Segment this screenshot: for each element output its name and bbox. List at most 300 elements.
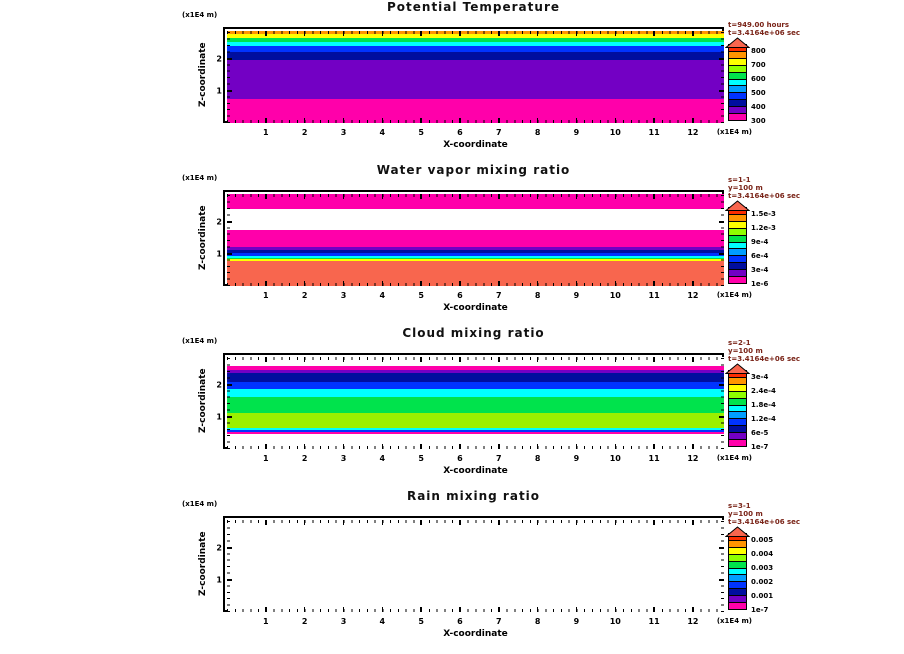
x-major-tick-bottom: [382, 444, 384, 449]
x-major-tick-top: [265, 31, 267, 36]
x-major-tick-bottom: [420, 281, 422, 286]
x-tick-label: 8: [534, 128, 541, 137]
y-axis-label: Z-coordinate: [198, 368, 208, 434]
x-major-tick-bottom: [265, 607, 267, 612]
y-tick-label: 2: [216, 380, 222, 390]
x-major-tick-bottom: [343, 607, 345, 612]
colorbar-band-2: [729, 221, 746, 228]
colorbar-band-4: [729, 398, 746, 405]
x-major-tick-top: [498, 520, 500, 525]
colorbar-label: 2.4e-4: [751, 386, 776, 395]
y-axis-unit: (x1E4 m): [182, 337, 218, 345]
colorbar-label: 600: [751, 74, 766, 83]
y-axis-label: Z-coordinate: [198, 42, 208, 108]
x-tick-label: 6: [457, 617, 463, 626]
y-axis-label: Z-coordinate: [198, 531, 208, 597]
plot-annotation-line: t=3.4164e+06 sec: [728, 518, 801, 526]
panel-title: Potential Temperature: [386, 0, 560, 14]
colorbar-band-9: [729, 432, 746, 439]
x-major-tick-bottom: [498, 444, 500, 449]
colorbar: [728, 207, 747, 284]
colorbar-label: 1.5e-3: [751, 209, 776, 218]
x-major-tick-bottom: [537, 607, 539, 612]
x-major-tick-top: [615, 31, 617, 36]
y-minor-ticks-right: [721, 357, 724, 449]
plot-inner: [216, 31, 752, 150]
x-tick-label: 12: [687, 617, 699, 626]
panel-title: Water vapor mixing ratio: [376, 163, 571, 177]
contour-layers: [227, 194, 724, 286]
colorbar-band-9: [729, 595, 746, 602]
x-major-tick-top: [382, 357, 384, 362]
contour-band-3: [227, 373, 724, 382]
panel-rain-mixing-ratio: [0, 489, 904, 652]
x-major-tick-bottom: [653, 281, 655, 286]
x-axis-label: X-coordinate: [443, 303, 508, 313]
colorbar-label: 1.8e-4: [751, 400, 776, 409]
colorbar: [728, 44, 747, 121]
panel-water-vapor-mixing-ratio: [0, 163, 904, 326]
x-tick-label: 3: [340, 454, 347, 463]
plot-annotation-line: t=3.4164e+06 sec: [728, 29, 801, 37]
colorbar-band-2: [729, 547, 746, 554]
x-minor-ticks-top: [227, 194, 724, 197]
y-tick-label: 2: [216, 54, 222, 64]
plot-annotation-line: t=949.00 hours: [728, 21, 790, 29]
colorbar-band-7: [729, 418, 746, 425]
y-minor-ticks-left: [227, 194, 230, 286]
colorbar-label: 1e-7: [751, 443, 769, 451]
x-tick-label: 11: [648, 128, 660, 137]
x-axis-label: X-coordinate: [443, 629, 508, 639]
colorbar: [728, 370, 747, 447]
x-major-tick-top: [692, 520, 694, 525]
x-major-tick-top: [615, 357, 617, 362]
plot-annotation-line: s=1-1: [728, 176, 751, 184]
x-minor-ticks-bottom: [227, 446, 724, 449]
x-tick-label: 7: [496, 128, 502, 137]
x-tick-label: 5: [418, 128, 424, 137]
x-tick-label: 2: [301, 291, 308, 300]
x-major-tick-bottom: [420, 607, 422, 612]
x-tick-label: 10: [609, 454, 621, 463]
x-major-tick-bottom: [498, 281, 500, 286]
contour-layers: [227, 357, 724, 449]
x-major-tick-top: [576, 357, 578, 362]
colorbar: [728, 533, 747, 610]
x-tick-label: 12: [687, 454, 699, 463]
x-major-tick-top: [692, 357, 694, 362]
colorbar-label: 9e-4: [751, 237, 769, 246]
y-axis-unit: (x1E4 m): [182, 500, 218, 508]
colorbar-band-5: [729, 568, 746, 575]
y-major-tick-left: [227, 547, 232, 549]
x-major-tick-top: [653, 520, 655, 525]
x-major-tick-bottom: [382, 118, 384, 123]
x-tick-label: 9: [573, 454, 580, 463]
colorbar-band-3: [729, 554, 746, 561]
panel-potential-temperature: [0, 0, 904, 163]
y-minor-ticks-right: [721, 520, 724, 612]
x-major-tick-top: [692, 31, 694, 36]
plot-annotation-line: t=3.4164e+06 sec: [728, 355, 801, 363]
x-minor-ticks-bottom: [227, 609, 724, 612]
x-major-tick-top: [265, 357, 267, 362]
x-major-tick-bottom: [653, 607, 655, 612]
x-major-tick-top: [537, 194, 539, 199]
x-major-tick-bottom: [459, 444, 461, 449]
plot-area: [216, 516, 752, 639]
colorbar-band-8: [729, 425, 746, 432]
x-major-tick-bottom: [576, 607, 578, 612]
x-major-tick-bottom: [343, 118, 345, 123]
x-tick-label: 3: [340, 128, 347, 137]
x-tick-label: 8: [534, 454, 541, 463]
colorbar-band-6: [729, 574, 746, 581]
x-major-tick-bottom: [576, 118, 578, 123]
x-tick-label: 7: [496, 454, 502, 463]
x-major-tick-top: [537, 31, 539, 36]
y-axis-unit: (x1E4 m): [182, 11, 218, 19]
x-tick-label: 7: [496, 617, 502, 626]
contour-band-0: [227, 520, 724, 612]
x-major-tick-bottom: [304, 444, 306, 449]
colorbar-band-3: [729, 391, 746, 398]
y-minor-ticks-right: [721, 31, 724, 123]
x-major-tick-bottom: [459, 607, 461, 612]
x-major-tick-bottom: [265, 281, 267, 286]
x-major-tick-top: [304, 194, 306, 199]
x-major-tick-bottom: [498, 118, 500, 123]
colorbar-band-4: [729, 561, 746, 568]
panel-title: Rain mixing ratio: [406, 489, 541, 503]
x-major-tick-top: [653, 31, 655, 36]
colorbar-band-5: [729, 79, 746, 86]
x-major-tick-top: [459, 194, 461, 199]
y-major-tick-left: [227, 253, 232, 255]
x-tick-label: 11: [648, 291, 660, 300]
x-major-tick-bottom: [304, 607, 306, 612]
colorbar-label: 0.005: [751, 535, 774, 544]
colorbar-band-4: [729, 72, 746, 79]
y-major-tick-left: [227, 416, 232, 418]
colorbar-label: 0.001: [751, 591, 774, 600]
x-major-tick-bottom: [537, 444, 539, 449]
colorbar-label: 1.2e-4: [751, 414, 776, 423]
y-major-tick-left: [227, 384, 232, 386]
x-tick-label: 9: [573, 291, 580, 300]
x-tick-label: 5: [418, 291, 424, 300]
y-minor-ticks-left: [227, 520, 230, 612]
x-tick-label: 1: [263, 454, 269, 463]
contour-band-7: [227, 413, 724, 428]
colorbar-band-8: [729, 588, 746, 595]
x-tick-label: 5: [418, 617, 424, 626]
x-major-tick-bottom: [459, 281, 461, 286]
colorbar-label: 700: [751, 60, 766, 69]
colorbar-band-6: [729, 85, 746, 92]
y-major-tick-right: [719, 58, 724, 60]
x-major-tick-top: [265, 520, 267, 525]
y-tick-label: 1: [216, 249, 222, 259]
x-minor-ticks-top: [227, 520, 724, 523]
colorbar-band-7: [729, 581, 746, 588]
x-tick-label: 1: [263, 617, 269, 626]
x-major-tick-top: [343, 357, 345, 362]
plot-annotation-line: y=100 m: [728, 347, 763, 355]
x-major-tick-top: [343, 31, 345, 36]
x-major-tick-top: [615, 520, 617, 525]
x-major-tick-top: [382, 520, 384, 525]
x-major-tick-top: [498, 357, 500, 362]
x-major-tick-bottom: [537, 281, 539, 286]
colorbar-band-8: [729, 262, 746, 269]
colorbar-label: 300: [751, 117, 766, 125]
x-major-tick-top: [420, 31, 422, 36]
x-major-tick-top: [420, 357, 422, 362]
x-major-tick-top: [382, 194, 384, 199]
colorbar-label: 800: [751, 46, 766, 55]
plot-annotation-line: y=100 m: [728, 184, 763, 192]
colorbar-label: 3e-4: [751, 265, 769, 274]
x-minor-ticks-top: [227, 357, 724, 360]
x-tick-label: 2: [301, 128, 308, 137]
plot-inner: [216, 520, 752, 639]
colorbar-label: 1e-7: [751, 606, 769, 614]
x-major-tick-bottom: [420, 444, 422, 449]
colorbar-band-5: [729, 405, 746, 412]
colorbar-band-10: [729, 439, 746, 446]
plot-area: [216, 27, 752, 150]
x-major-tick-bottom: [459, 118, 461, 123]
x-major-tick-top: [498, 31, 500, 36]
y-major-tick-right: [719, 90, 724, 92]
x-minor-ticks-top: [227, 31, 724, 34]
x-major-tick-bottom: [576, 281, 578, 286]
y-major-tick-right: [719, 547, 724, 549]
x-tick-label: 3: [340, 617, 347, 626]
colorbar-label: 3e-4: [751, 372, 769, 381]
x-tick-label: 4: [379, 128, 386, 137]
x-tick-label: 10: [609, 617, 621, 626]
x-tick-label: 4: [379, 617, 386, 626]
contour-band-5: [227, 52, 724, 60]
x-major-tick-top: [459, 357, 461, 362]
x-major-tick-bottom: [537, 118, 539, 123]
y-tick-label: 2: [216, 543, 222, 553]
x-major-tick-bottom: [498, 607, 500, 612]
x-major-tick-bottom: [692, 444, 694, 449]
x-tick-label: 2: [301, 454, 308, 463]
plot-area: [216, 353, 752, 476]
plot-annotation-line: s=2-1: [728, 339, 751, 347]
x-tick-label: 9: [573, 128, 580, 137]
colorbar-band-10: [729, 113, 746, 120]
x-major-tick-top: [304, 31, 306, 36]
x-major-tick-bottom: [615, 444, 617, 449]
plot-area: [216, 190, 752, 313]
y-major-tick-left: [227, 221, 232, 223]
x-tick-label: 4: [379, 291, 386, 300]
x-major-tick-bottom: [653, 444, 655, 449]
x-major-tick-bottom: [576, 444, 578, 449]
x-major-tick-bottom: [265, 118, 267, 123]
plot-annotation-line: y=100 m: [728, 510, 763, 518]
x-major-tick-top: [420, 194, 422, 199]
contour-band-6: [227, 397, 724, 413]
colorbar-label: 1.2e-3: [751, 223, 776, 232]
colorbar-label: 6e-4: [751, 251, 769, 260]
x-major-tick-top: [615, 194, 617, 199]
colorbar-label: 500: [751, 88, 766, 97]
y-major-tick-right: [719, 253, 724, 255]
x-major-tick-top: [265, 194, 267, 199]
x-major-tick-top: [692, 194, 694, 199]
colorbar-label: 1e-6: [751, 280, 769, 288]
x-major-tick-bottom: [382, 607, 384, 612]
colorbar-band-6: [729, 248, 746, 255]
colorbar-label: 400: [751, 102, 766, 111]
x-major-tick-bottom: [615, 281, 617, 286]
x-major-tick-bottom: [304, 118, 306, 123]
plot-inner: [216, 357, 752, 476]
x-major-tick-top: [537, 357, 539, 362]
x-major-tick-top: [343, 520, 345, 525]
x-major-tick-bottom: [615, 118, 617, 123]
y-tick-label: 2: [216, 217, 222, 227]
panel-cloud-mixing-ratio: [0, 326, 904, 489]
x-tick-label: 12: [687, 291, 699, 300]
contour-band-4: [227, 382, 724, 389]
y-tick-label: 1: [216, 412, 222, 422]
x-major-tick-bottom: [343, 281, 345, 286]
x-major-tick-top: [537, 520, 539, 525]
x-major-tick-top: [576, 520, 578, 525]
x-major-tick-bottom: [265, 444, 267, 449]
x-tick-label: 6: [457, 291, 463, 300]
x-major-tick-bottom: [304, 281, 306, 286]
colorbar-band-2: [729, 58, 746, 65]
x-tick-label: 7: [496, 291, 502, 300]
x-major-tick-top: [382, 31, 384, 36]
x-major-tick-top: [304, 520, 306, 525]
x-major-tick-bottom: [692, 607, 694, 612]
x-major-tick-bottom: [615, 607, 617, 612]
colorbar-label: 0.002: [751, 577, 774, 586]
y-tick-label: 1: [216, 575, 222, 585]
x-tick-label: 12: [687, 128, 699, 137]
plot-annotation-line: t=3.4164e+06 sec: [728, 192, 801, 200]
contour-layers: [227, 520, 724, 612]
colorbar-band-9: [729, 106, 746, 113]
y-tick-label: 1: [216, 86, 222, 96]
colorbar-band-10: [729, 276, 746, 283]
x-tick-label: 3: [340, 291, 347, 300]
x-tick-label: 9: [573, 617, 580, 626]
x-major-tick-top: [459, 520, 461, 525]
contour-band-1: [227, 209, 724, 230]
x-tick-label: 10: [609, 128, 621, 137]
x-axis-label: X-coordinate: [443, 466, 508, 476]
colorbar-band-3: [729, 65, 746, 72]
x-major-tick-top: [576, 194, 578, 199]
x-minor-ticks-bottom: [227, 283, 724, 286]
x-major-tick-bottom: [343, 444, 345, 449]
colorbar-band-4: [729, 235, 746, 242]
x-tick-label: 11: [648, 617, 660, 626]
colorbar-band-10: [729, 602, 746, 609]
x-tick-label: 1: [263, 291, 269, 300]
colorbar-label: 0.003: [751, 563, 774, 572]
x-major-tick-bottom: [692, 118, 694, 123]
y-major-tick-right: [719, 221, 724, 223]
colorbar-band-8: [729, 99, 746, 106]
colorbar-band-9: [729, 269, 746, 276]
plot-annotation-line: s=3-1: [728, 502, 751, 510]
plot-inner: [216, 194, 752, 313]
x-major-tick-bottom: [420, 118, 422, 123]
x-axis-unit: (x1E4 m): [716, 617, 752, 625]
x-axis-unit: (x1E4 m): [716, 291, 752, 299]
x-major-tick-top: [343, 194, 345, 199]
y-minor-ticks-left: [227, 31, 230, 123]
colorbar-band-3: [729, 228, 746, 235]
x-tick-label: 5: [418, 454, 424, 463]
y-axis-unit: (x1E4 m): [182, 174, 218, 182]
x-tick-label: 4: [379, 454, 386, 463]
x-tick-label: 8: [534, 291, 541, 300]
y-major-tick-right: [719, 416, 724, 418]
x-major-tick-bottom: [653, 118, 655, 123]
x-major-tick-top: [304, 357, 306, 362]
x-tick-label: 10: [609, 291, 621, 300]
contour-band-5: [227, 389, 724, 396]
x-tick-label: 11: [648, 454, 660, 463]
x-major-tick-top: [576, 31, 578, 36]
x-major-tick-top: [653, 357, 655, 362]
x-major-tick-top: [498, 194, 500, 199]
x-major-tick-top: [420, 520, 422, 525]
x-tick-label: 6: [457, 128, 463, 137]
x-minor-ticks-bottom: [227, 120, 724, 123]
colorbar-label: 6e-5: [751, 428, 769, 437]
colorbar-band-7: [729, 255, 746, 262]
x-axis-unit: (x1E4 m): [716, 454, 752, 462]
colorbar-band-6: [729, 411, 746, 418]
contour-band-6: [227, 60, 724, 99]
colorbar-band-2: [729, 384, 746, 391]
contour-layers: [227, 31, 724, 123]
x-major-tick-top: [653, 194, 655, 199]
contour-band-2: [227, 230, 724, 247]
colorbar-band-7: [729, 92, 746, 99]
y-major-tick-left: [227, 58, 232, 60]
y-major-tick-left: [227, 90, 232, 92]
panel-title: Cloud mixing ratio: [402, 326, 545, 340]
x-tick-label: 6: [457, 454, 463, 463]
colorbar-label: 0.004: [751, 549, 774, 558]
y-major-tick-left: [227, 579, 232, 581]
y-major-tick-right: [719, 384, 724, 386]
x-tick-label: 1: [263, 128, 269, 137]
x-tick-label: 8: [534, 617, 541, 626]
y-minor-ticks-left: [227, 357, 230, 449]
x-tick-label: 2: [301, 617, 308, 626]
x-axis-unit: (x1E4 m): [716, 128, 752, 136]
y-minor-ticks-right: [721, 194, 724, 286]
x-major-tick-top: [459, 31, 461, 36]
colorbar-band-5: [729, 242, 746, 249]
